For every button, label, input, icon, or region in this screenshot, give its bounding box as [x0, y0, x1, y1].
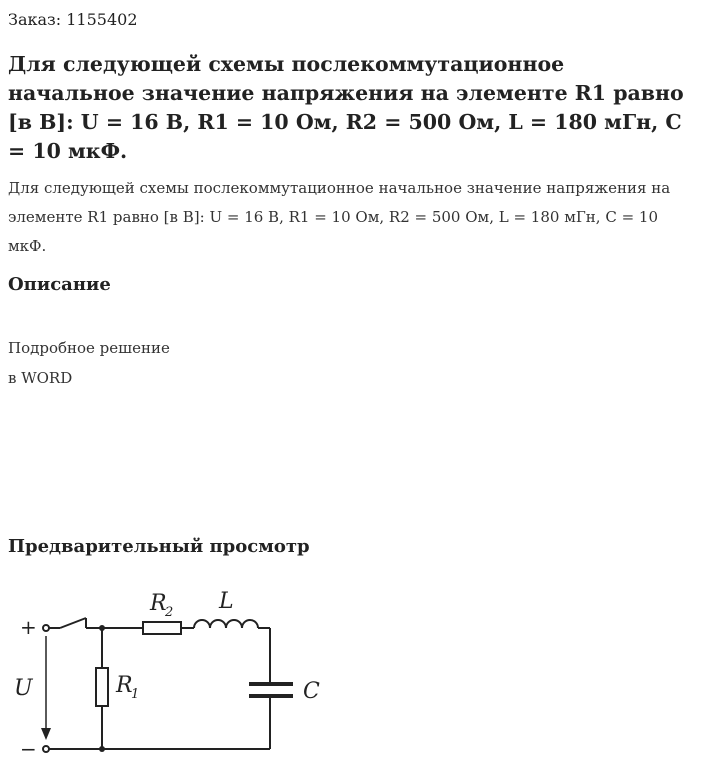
- minus-terminal: [43, 746, 49, 752]
- r1-resistor: [96, 668, 108, 706]
- r2-label: R: [150, 591, 167, 616]
- preview-heading: Предварительный просмотр: [8, 536, 310, 557]
- plus-label: +: [20, 615, 37, 639]
- plus-terminal: [43, 625, 49, 631]
- body-line-format: в WORD: [8, 369, 73, 387]
- r2-resistor: [143, 622, 181, 634]
- r1-label: R: [116, 673, 133, 698]
- r2-subscript: 2: [165, 605, 174, 620]
- order-number: Заказ: 1155402: [8, 10, 138, 29]
- body-line-solution: Подробное решение: [8, 339, 170, 357]
- voltage-arrow-head: [41, 728, 51, 740]
- circuit-diagram: [0, 580, 340, 770]
- r1-subscript: 1: [131, 687, 140, 702]
- c-label: C: [303, 679, 320, 704]
- inductor-coil: [194, 620, 258, 628]
- u-label: U: [14, 676, 33, 701]
- l-label: L: [219, 589, 234, 614]
- task-description: Для следующей схемы послекоммутационное начальное значение напряжения на элементе R1 равно [в В]: U = 16 В, R1 = 10 Ом, R2 = 500 Ом, L = 180 мГн, C = 10 мкФ.: [8, 179, 671, 255]
- minus-label: −: [20, 737, 37, 761]
- page-title: Для следующей схемы послекоммутационное начальное значение напряжения на элементе R1 равно [в В]: U = 16 В, R1 = 10 Ом, R2 = 500 Ом, L = 180 мГн, C = 10 мкФ.: [8, 52, 684, 163]
- switch-blade: [60, 618, 86, 628]
- description-heading: Описание: [8, 274, 111, 295]
